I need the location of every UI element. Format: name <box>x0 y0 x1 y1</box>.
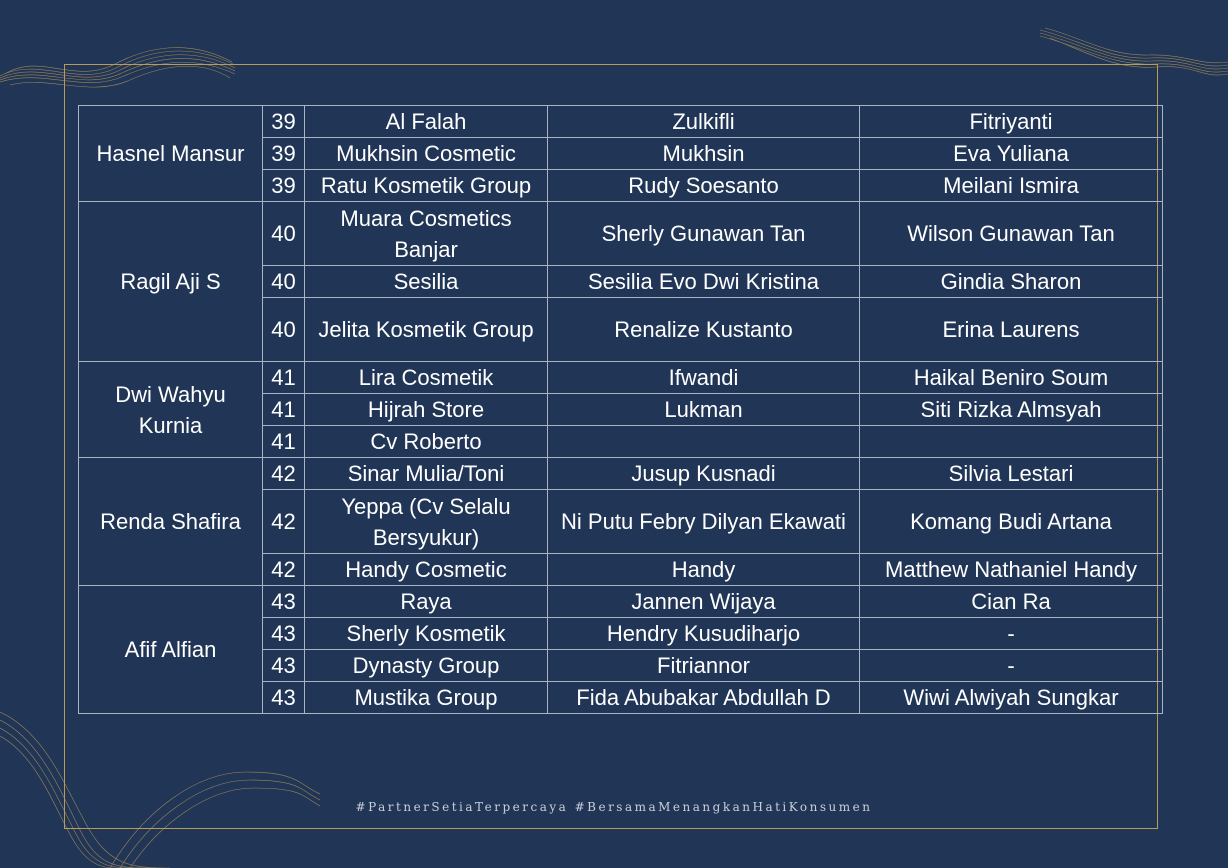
area-number-cell: 43 <box>263 618 305 650</box>
contact-name-cell: Komang Budi Artana <box>860 490 1163 554</box>
contact-name-cell: Haikal Beniro Soum <box>860 362 1163 394</box>
store-name-cell: Cv Roberto <box>305 426 548 458</box>
area-number-cell: 39 <box>263 106 305 138</box>
contact-name-cell: Silvia Lestari <box>860 458 1163 490</box>
owner-name-cell: Ni Putu Febry Dilyan Ekawati <box>548 490 860 554</box>
store-name-cell: Jelita Kosmetik Group <box>305 298 548 362</box>
owner-name-cell: Jusup Kusnadi <box>548 458 860 490</box>
table-row <box>79 106 1163 138</box>
area-number-cell: 40 <box>263 298 305 362</box>
owner-name-cell: Jannen Wijaya <box>548 586 860 618</box>
owner-name-cell: Fida Abubakar Abdullah D <box>548 682 860 714</box>
sales-rep-name-cell: Ragil Aji S <box>79 202 263 362</box>
distributor-roster-table <box>78 105 1163 714</box>
owner-name-cell: Lukman <box>548 394 860 426</box>
store-name-cell: Lira Cosmetik <box>305 362 548 394</box>
store-name-cell: Ratu Kosmetik Group <box>305 170 548 202</box>
area-number-cell: 42 <box>263 490 305 554</box>
area-number-cell: 42 <box>263 458 305 490</box>
area-number-cell: 39 <box>263 170 305 202</box>
owner-name-cell: Sesilia Evo Dwi Kristina <box>548 266 860 298</box>
area-number-cell: 40 <box>263 266 305 298</box>
owner-name-cell: Hendry Kusudiharjo <box>548 618 860 650</box>
owner-name-cell: Zulkifli <box>548 106 860 138</box>
owner-name-cell: Mukhsin <box>548 138 860 170</box>
sales-rep-name-cell: Hasnel Mansur <box>79 106 263 202</box>
roster-table-body <box>79 106 1163 714</box>
area-number-cell: 39 <box>263 138 305 170</box>
area-number-cell: 41 <box>263 394 305 426</box>
area-number-cell: 41 <box>263 362 305 394</box>
table-row <box>79 458 1163 490</box>
table-row <box>79 362 1163 394</box>
owner-name-cell: Renalize Kustanto <box>548 298 860 362</box>
store-name-cell: Mukhsin Cosmetic <box>305 138 548 170</box>
owner-name-cell <box>548 426 860 458</box>
store-name-cell: Raya <box>305 586 548 618</box>
area-number-cell: 40 <box>263 202 305 266</box>
sales-rep-name-cell: Afif Alfian <box>79 586 263 714</box>
store-name-cell: Sinar Mulia/Toni <box>305 458 548 490</box>
store-name-cell: Hijrah Store <box>305 394 548 426</box>
contact-name-cell: Erina Laurens <box>860 298 1163 362</box>
store-name-cell: Sesilia <box>305 266 548 298</box>
contact-name-cell: Cian Ra <box>860 586 1163 618</box>
sales-rep-name-cell: Renda Shafira <box>79 458 263 586</box>
contact-name-cell: Fitriyanti <box>860 106 1163 138</box>
area-number-cell: 41 <box>263 426 305 458</box>
store-name-cell: Dynasty Group <box>305 650 548 682</box>
contact-name-cell: Matthew Nathaniel Handy <box>860 554 1163 586</box>
table-row <box>79 202 1163 266</box>
store-name-cell: Yeppa (Cv Selalu Bersyukur) <box>305 490 548 554</box>
store-name-cell: Handy Cosmetic <box>305 554 548 586</box>
footer-hashtags: #PartnerSetiaTerpercaya #BersamaMenangkanHatiKonsumen <box>355 800 873 814</box>
contact-name-cell: - <box>860 650 1163 682</box>
owner-name-cell: Sherly Gunawan Tan <box>548 202 860 266</box>
sales-rep-name-cell: Dwi Wahyu Kurnia <box>79 362 263 458</box>
contact-name-cell: Wilson Gunawan Tan <box>860 202 1163 266</box>
contact-name-cell: Gindia Sharon <box>860 266 1163 298</box>
contact-name-cell: Siti Rizka Almsyah <box>860 394 1163 426</box>
store-name-cell: Sherly Kosmetik <box>305 618 548 650</box>
owner-name-cell: Handy <box>548 554 860 586</box>
area-number-cell: 42 <box>263 554 305 586</box>
store-name-cell: Al Falah <box>305 106 548 138</box>
contact-name-cell: Wiwi Alwiyah Sungkar <box>860 682 1163 714</box>
store-name-cell: Mustika Group <box>305 682 548 714</box>
store-name-cell: Muara Cosmetics Banjar <box>305 202 548 266</box>
area-number-cell: 43 <box>263 586 305 618</box>
contact-name-cell: Eva Yuliana <box>860 138 1163 170</box>
contact-name-cell <box>860 426 1163 458</box>
contact-name-cell: - <box>860 618 1163 650</box>
owner-name-cell: Ifwandi <box>548 362 860 394</box>
area-number-cell: 43 <box>263 682 305 714</box>
table-row <box>79 586 1163 618</box>
contact-name-cell: Meilani Ismira <box>860 170 1163 202</box>
area-number-cell: 43 <box>263 650 305 682</box>
owner-name-cell: Fitriannor <box>548 650 860 682</box>
owner-name-cell: Rudy Soesanto <box>548 170 860 202</box>
